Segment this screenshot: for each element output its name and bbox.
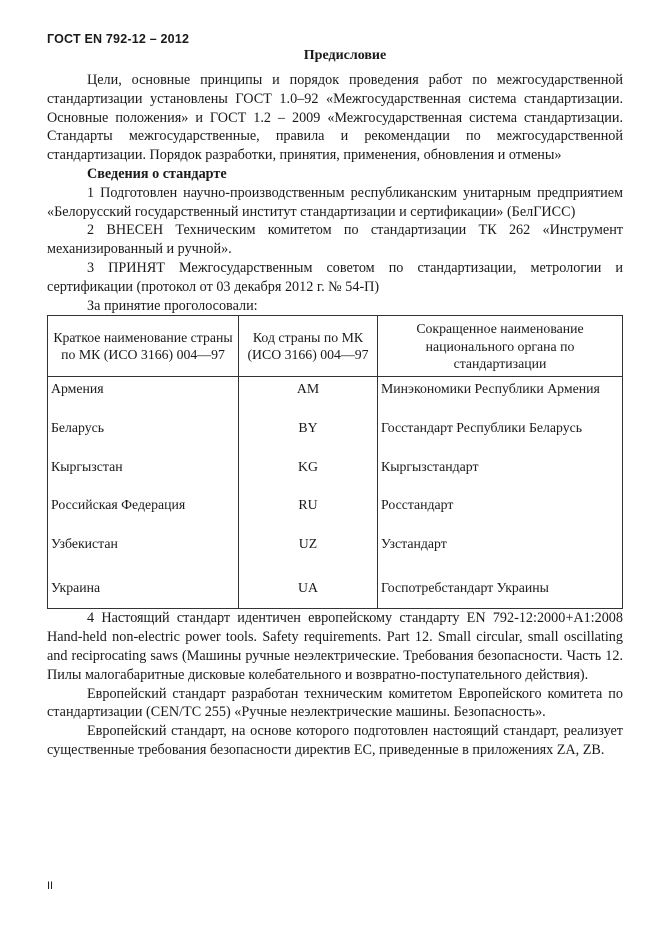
country-name-cell: Армения bbox=[48, 377, 239, 416]
country-name-cell: Украина bbox=[48, 570, 239, 609]
country-name-cell: Узбекистан bbox=[48, 532, 239, 571]
header-country-name: Краткое наименование страны по МК (ИСО 3166) 004—97 bbox=[48, 316, 239, 377]
item-1-paragraph: 1 Подготовлен научно-производственным республиканским унитарным предприятием «Белорусский государственный институт стандартизации и сертификации» (БелГИСС) bbox=[47, 184, 623, 220]
standards-body-cell: Узстандарт bbox=[378, 532, 623, 571]
table-row bbox=[48, 493, 623, 532]
table-row bbox=[48, 455, 623, 494]
voted-label: За принятие проголосовали: bbox=[87, 297, 258, 314]
directives-paragraph: Европейский стандарт, на основе которого подготовлен настоящий стандарт, реализует существенные требования безопасности директив ЕС, приведенные в приложениях ZA, ZB. bbox=[47, 723, 623, 758]
standards-body-cell: Кыргызстандарт bbox=[378, 455, 623, 494]
page-title: Предисловие bbox=[303, 48, 387, 63]
standards-body-cell: Росстандарт bbox=[378, 493, 623, 532]
item-4-paragraph: 4 Настоящий стандарт идентичен европейскому стандарту EN 792-12:2000+A1:2008 Hand-held non-electric power tools. Safety requirements. Part 12. Small circular, small oscillating and reciprocating saws (Машины ручные неэлектрические. Требования безопасности. Часть 12. Пилы малогабаритные дисковые колебательного и возвратно-поступательного действия). bbox=[47, 610, 623, 683]
header-country-code: Код страны по МК (ИСО 3166) 004—97 bbox=[239, 316, 378, 377]
section-heading: Сведения о стандарте bbox=[87, 165, 227, 182]
country-code-cell: KG bbox=[239, 455, 378, 494]
table-row bbox=[48, 416, 623, 455]
country-code-cell: BY bbox=[239, 416, 378, 455]
header-standards-body: Сокращенное наименование национального органа по стандартизации bbox=[378, 316, 623, 377]
country-code-cell: AM bbox=[239, 377, 378, 416]
table-header-row bbox=[48, 316, 623, 377]
document-body bbox=[47, 71, 623, 760]
item-2-paragraph: 2 ВНЕСЕН Техническим комитетом по стандартизации ТК 262 «Инструмент механизированный и ручной». bbox=[47, 222, 623, 258]
table-row bbox=[48, 377, 623, 416]
country-name-cell: Беларусь bbox=[48, 416, 239, 455]
voting-countries-table bbox=[47, 315, 623, 609]
country-code-cell: UA bbox=[239, 570, 378, 609]
country-code-cell: UZ bbox=[239, 532, 378, 571]
country-name-cell: Кыргызстан bbox=[48, 455, 239, 494]
page-number: II bbox=[47, 880, 54, 892]
item-3-paragraph: 3 ПРИНЯТ Межгосударственным советом по стандартизации, метрологии и сертификации (протокол от 03 декабря 2012 г. № 54-П) bbox=[47, 259, 623, 295]
table-row bbox=[48, 570, 623, 609]
document-code-header: ГОСТ EN 792-12 – 2012 bbox=[47, 32, 190, 46]
intro-paragraph: Цели, основные принципы и порядок проведения работ по межгосударственной стандартизации установлены ГОСТ 1.0–92 «Межгосударственная система стандартизации. Основные положения» и ГОСТ 1.2 – 2009 «Межгосударственная система стандартизации. Стандарты межгосударственные, правила и рекомендации по межгосударственной стандартизации. Порядок разработки, принятия, применения, обновления и отмены» bbox=[47, 72, 623, 164]
standards-body-cell: Госпотребстандарт Украины bbox=[378, 570, 623, 609]
table-row bbox=[48, 532, 623, 571]
european-standard-paragraph: Европейский стандарт разработан техническим комитетом Европейского комитета по стандартизации (CEN/TC 255) «Ручные неэлектрические машины. Безопасность». bbox=[47, 685, 623, 721]
standards-body-cell: Минэкономики Республики Армения bbox=[378, 377, 623, 416]
country-code-cell: RU bbox=[239, 493, 378, 532]
country-name-cell: Российская Федерация bbox=[48, 493, 239, 532]
standards-body-cell: Госстандарт Республики Беларусь bbox=[378, 416, 623, 455]
